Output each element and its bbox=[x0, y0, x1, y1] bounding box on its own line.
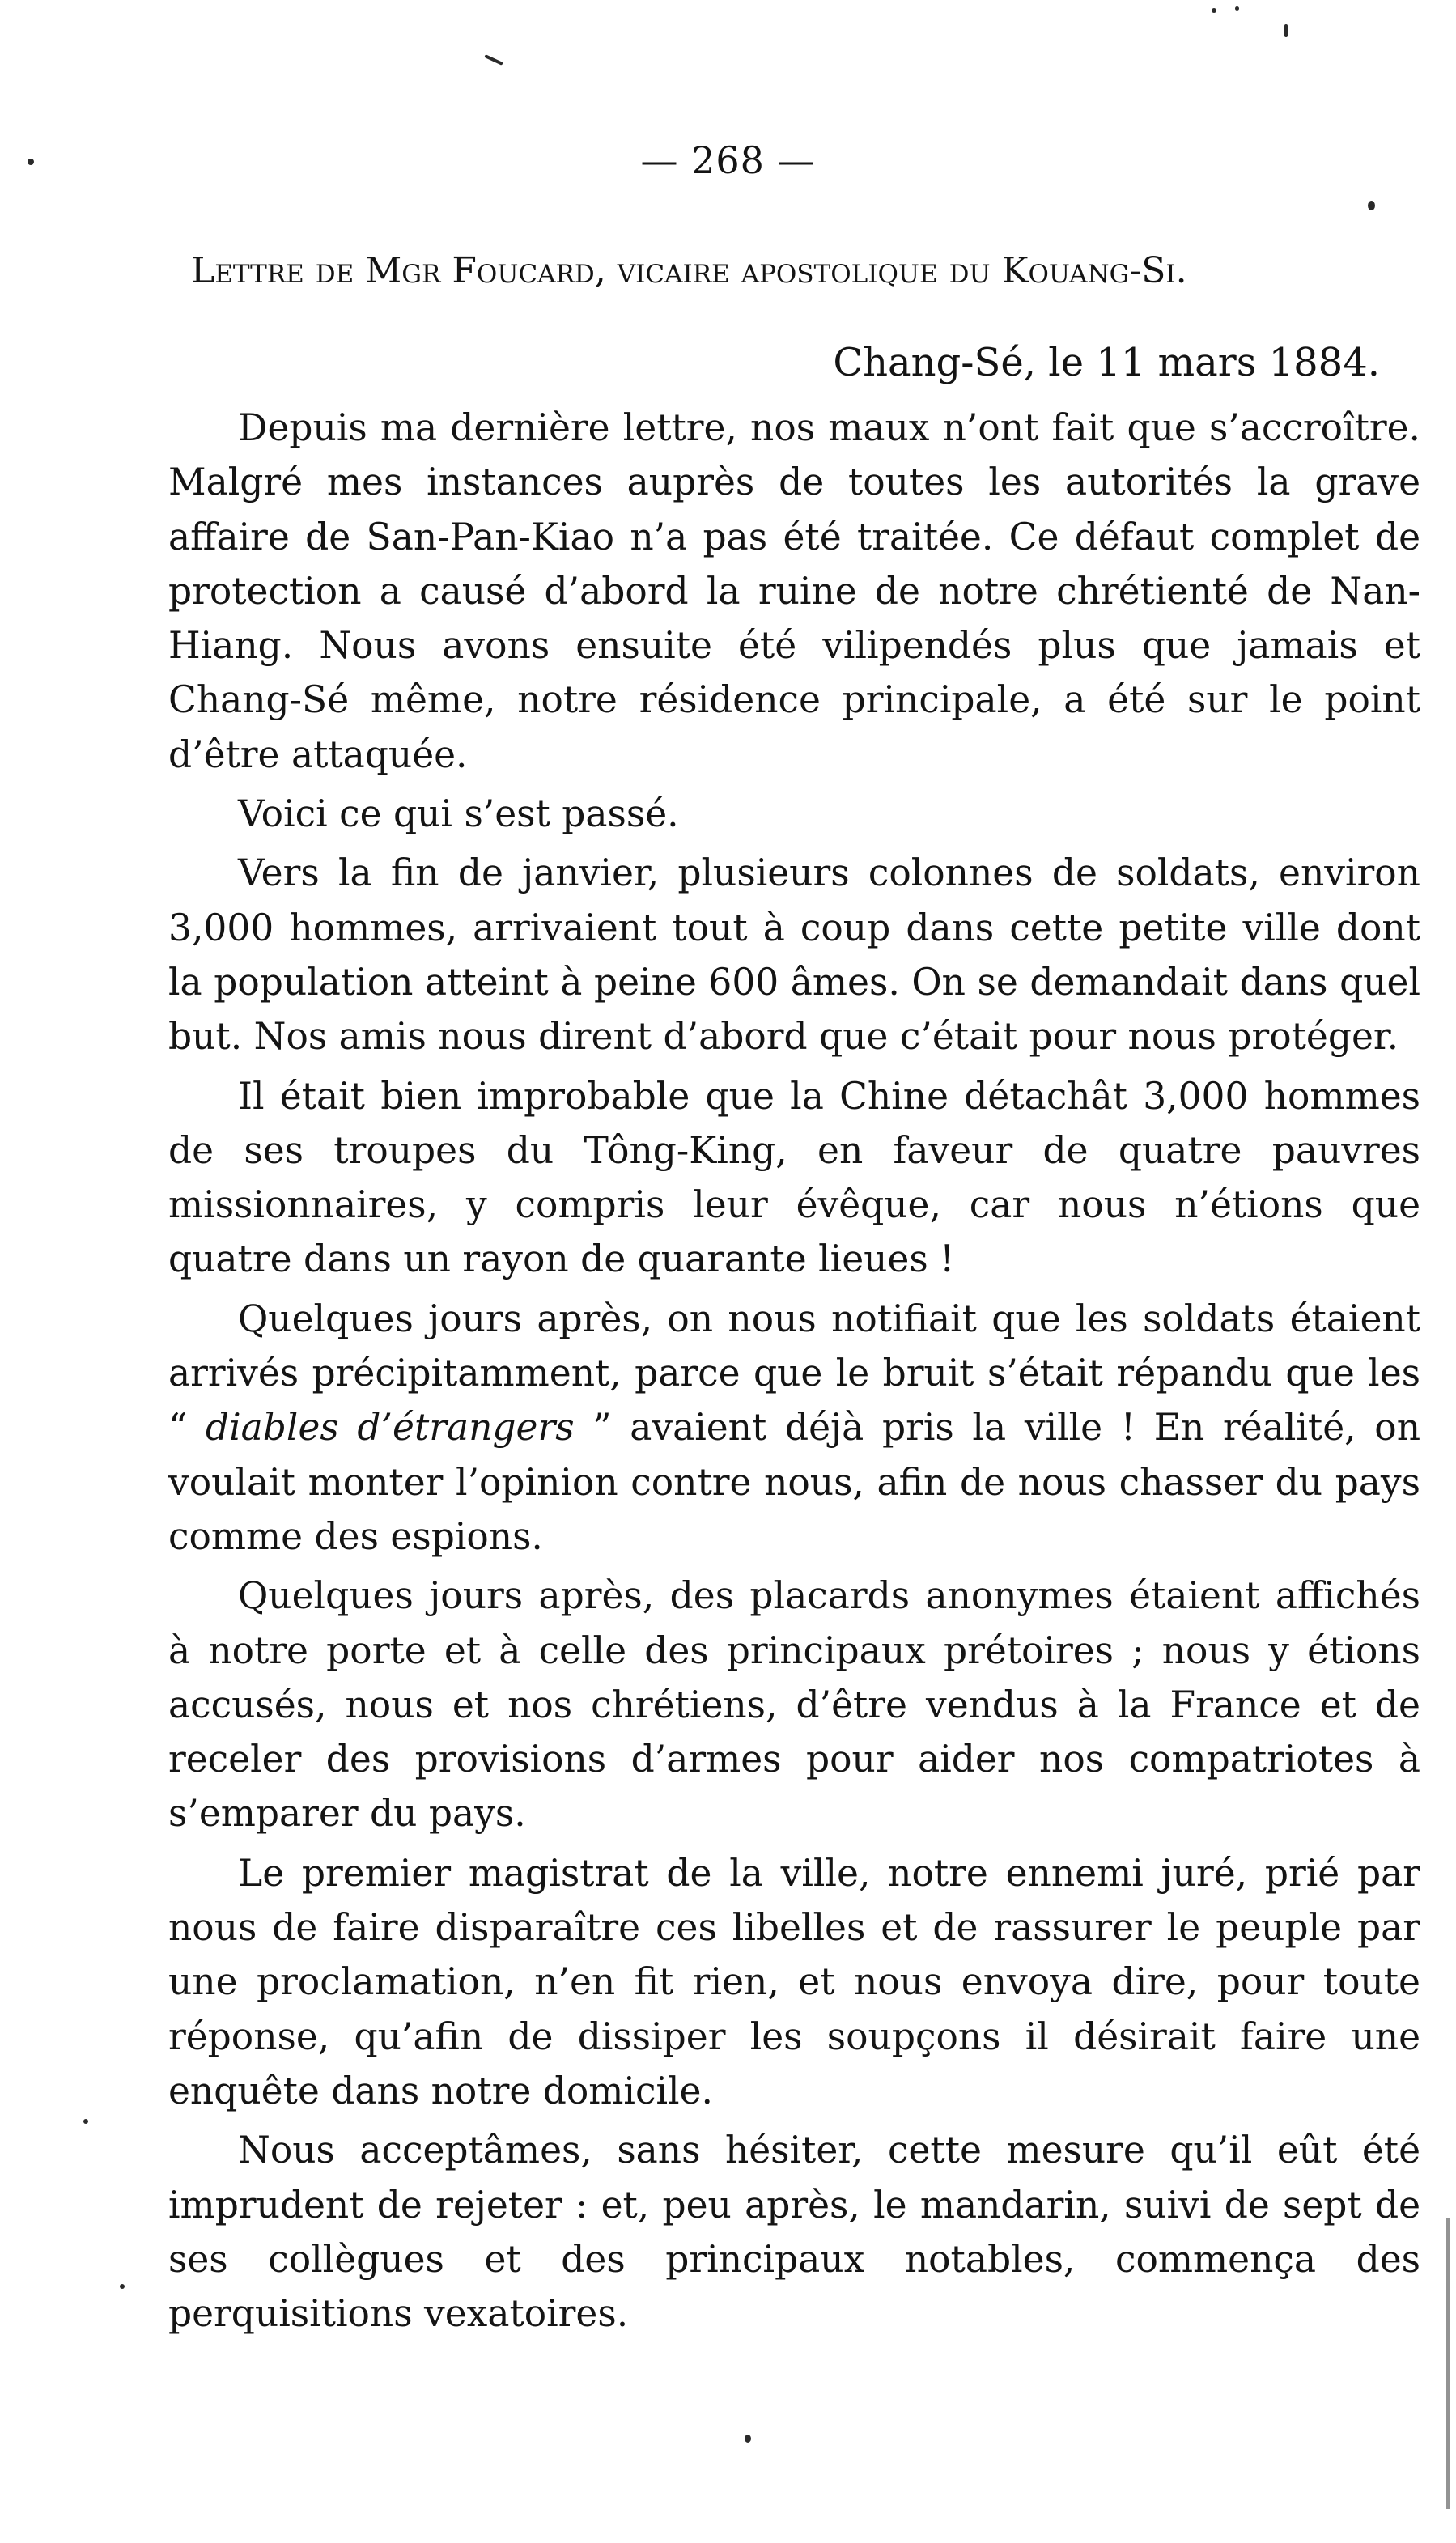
letter-body bbox=[168, 401, 1420, 2341]
scan-speck bbox=[745, 2435, 751, 2443]
heading-title-word: Mgr bbox=[365, 250, 441, 291]
paragraph-5-italic-phrase: diables d’étrangers bbox=[205, 1406, 575, 1450]
page-number: — 268 — bbox=[640, 138, 816, 182]
letter-heading bbox=[191, 247, 1429, 295]
scan-speck bbox=[1284, 24, 1288, 37]
paragraph-1: Depuis ma dernière lettre, nos maux n’ont fait que s’accroître. Malgré mes instances auprès de toutes les autorités la grave affaire de San-Pan-Kiao n’a pas été traitée. Ce défaut complet de protection a causé d’abord la ruine de notre chrétienté de Nan-Hiang. Nous avons ensuite été vilipendés plus que jamais et Chang-Sé même, notre résidence principale, a été sur le point d’être attaquée. bbox=[168, 406, 1420, 776]
scan-edge-line bbox=[1446, 2218, 1450, 2509]
letter-dateline: Chang-Sé, le 11 mars 1884. bbox=[833, 340, 1380, 385]
paragraph-5-end: ” avaient déjà pris la ville ! En réalité, on voulait monter l’opinion contre nous, afin de nous chasser du pays comme des espions. bbox=[168, 1406, 1420, 1558]
heading-author: Foucard, bbox=[440, 250, 618, 291]
scan-speck bbox=[484, 54, 503, 66]
paragraph-5 bbox=[168, 1292, 1420, 1564]
paragraph-4: Il était bien improbable que la Chine détachât 3,000 hommes de ses troupes du Tông-King, en faveur de quatre pauvres missionnaires, y compris leur évêque, car nous n’étions que quatre dans un rayon de quarante lieues ! bbox=[168, 1074, 1420, 1281]
paragraph-5-start: Quelques jours après, on nous notifiait que les soldats étaient arrivés précipitamment, parce que le bruit s’était répandu que les “ bbox=[168, 1297, 1420, 1450]
heading-lead: Lettre de bbox=[191, 250, 366, 291]
heading-role: vicaire apostolique du bbox=[617, 250, 1002, 291]
scan-speck bbox=[28, 159, 34, 165]
scan-speck bbox=[83, 2119, 88, 2124]
paragraph-3: Vers la fin de janvier, plusieurs colonnes de soldats, environ 3,000 hommes, arrivaient tout à coup dans cette petite ville dont la population atteint à peine 600 âmes. On se demandait dans quel but. Nos amis nous dirent d’abord que c’était pour nous protéger. bbox=[168, 851, 1420, 1059]
scan-speck bbox=[1212, 8, 1216, 13]
heading-region: Kouang-Si. bbox=[1001, 250, 1187, 291]
paragraph-8: Nous acceptâmes, sans hésiter, cette mesure qu’il eût été imprudent de rejeter : et, peu après, le mandarin, suivi de sept de ses collègues et des principaux notables, commença des perquisitions vexatoires. bbox=[168, 2129, 1420, 2336]
scan-speck bbox=[1368, 201, 1375, 210]
scan-speck bbox=[120, 2284, 125, 2289]
scan-speck bbox=[1235, 6, 1239, 11]
paragraph-2: Voici ce qui s’est passé. bbox=[238, 792, 679, 836]
paragraph-7: Le premier magistrat de la ville, notre ennemi juré, prié par nous de faire disparaître ces libelles et de rassurer le peuple par une proclamation, n’en fit rien, et nous envoya dire, pour toute réponse, qu’afin de dissiper les soupçons il désirait faire une enquête dans notre domicile. bbox=[168, 1851, 1420, 2112]
paragraph-6: Quelques jours après, des placards anonymes étaient affichés à notre porte et à celle des principaux prétoires ; nous y étions accusés, nous et nos chrétiens, d’être vendus à la France et de receler des provisions d’armes pour aider nos compatriotes à s’emparer du pays. bbox=[168, 1574, 1420, 1836]
